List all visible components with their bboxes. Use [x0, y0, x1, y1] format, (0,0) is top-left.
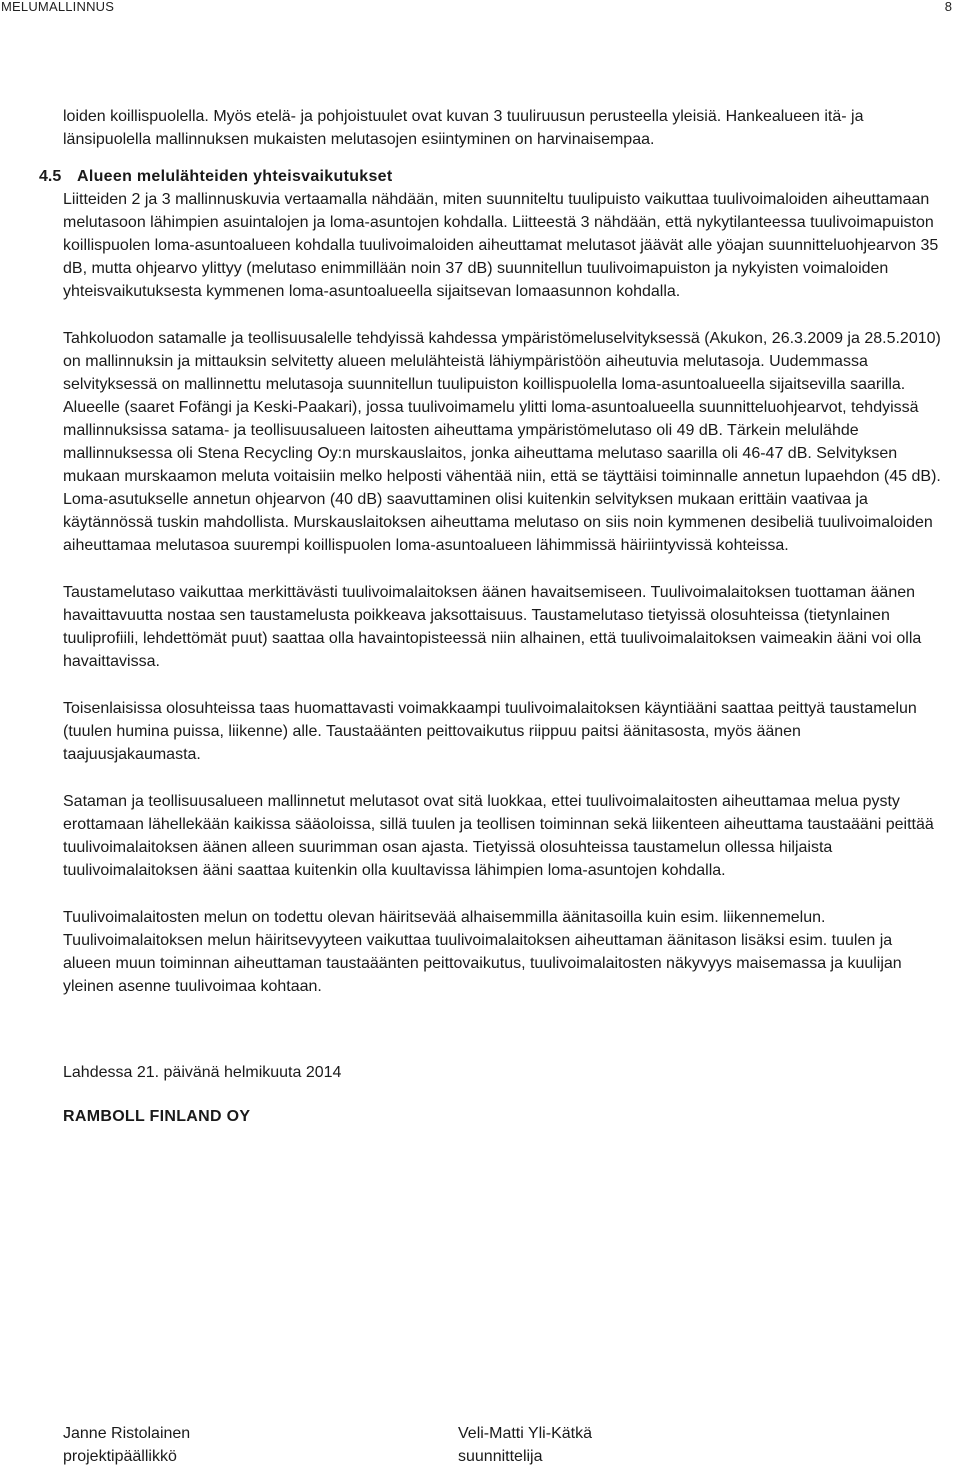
intro-paragraph: loiden koillispuolella. Myös etelä- ja pohjoistuulet ovat kuvan 3 tuuliruusun perusteella yleisiä. Hankealueen itä- ja länsipuolella mallinnuksen mukaisten melutasojen esiintyminen on harvinaisempaa. — [63, 108, 864, 148]
body-paragraph: Toisenlaisissa olosuhteissa taas huomattavasti voimakkaampi tuulivoimalaitoksen käyntiääni saattaa peittyä taustamelun (tuulen humina puissa, liikenne) alle. Taustaäänten peittovaikutus riippuu paitsi äänitasosta, myös äänen taajuusjakaumasta. — [63, 700, 917, 763]
section-heading — [39, 165, 943, 188]
closing-date: Lahdessa 21. päivänä helmikuuta 2014 — [63, 1064, 342, 1081]
body-paragraph: Tahkoluodon satamalle ja teollisuusalelle tehdyissä kahdessa ympäristömeluselvityksessä (Akukon, 26.3.2009 ja 28.5.2010) on mallinnuksin ja mittauksin selvitetty alueen melulähteistä lähiympäristöön aiheutuvia melutasoja. Uudemmassa selvityksessä on mallinnettu melutasoja suunnitellun tuulipuiston koillispuolella loma-asuntoalueella sijaitsevilla saarilla. Alueelle (saaret Fofängi ja Keski-Paakari), jossa tuulivoimamelu ylitti loma-asuntoalueella suunnitteluohjearvot, tehdyissä mallinnuksissa satama- ja teollisuusalueen laitosten aiheuttama ympäristömelutaso oli 49 dB. Tärkein melulähde mallinnuksessa oli Stena Recycling Oy:n murskauslaitos, jonka aiheuttama melutaso saarilla oli 46-47 dB. Selvityksen mukaan murskaamon meluta voitaisiin melko helposti vähentää niin, että se täyttäisi toiminnalle annetun lupaehdon (45 dB). Loma-asutukselle annetun ohjearvon (40 dB) saavuttaminen olisi kuitenkin selvityksen mukaan erittäin vaativaa ja käytännössä tuskin mahdollista. Murskauslaitoksen aiheuttama melutaso on siis noin kymmenen desibeliä tuulivoimaloiden aiheuttamaa melutasoa suurempi koillispuolen loma-asuntoalueen lähimmissä häiriintyvissä kohteissa. — [63, 330, 941, 554]
section-number: 4.5 — [39, 168, 62, 185]
company-name: RAMBOLL FINLAND OY — [63, 1108, 251, 1125]
body-paragraph: Tuulivoimalaitosten melun on todettu olevan häiritsevää alhaisemmilla äänitasoilla kuin esim. liikennemelun. Tuulivoimalaitoksen melun häiritsevyyteen vaikuttaa tuulivoimalaitoksen aiheuttaman äänitason lisäksi esim. tuulen ja alueen muun toiminnan aiheuttaman taustaäänten peittovaikutus, tuulivoimalaitosten näkyvyys maisemassa ja kuulijan yleinen asenne tuulivoimaa kohtaan. — [63, 909, 902, 995]
document-title: MELUMALLINNUS — [1, 0, 115, 14]
page-number: 8 — [944, 0, 952, 14]
page-header — [0, 0, 960, 14]
section-title: Alueen melulähteiden yhteisvaikutukset — [77, 168, 393, 185]
signer-name: Veli-Matti Yli-Kätkä — [458, 1425, 592, 1442]
signer-role: suunnittelija — [458, 1448, 543, 1465]
signature-1 — [63, 1422, 190, 1468]
document-body — [39, 105, 943, 1128]
signer-name: Janne Ristolainen — [63, 1425, 191, 1442]
body-paragraph: Liitteiden 2 ja 3 mallinnuskuvia vertaamalla nähdään, miten suunniteltu tuulipuisto vaikuttaa tuulivoimaloiden aiheuttamaan melutasoon lähimpien asuintalojen ja loma-asuntojen kohdalla. Liitteestä 3 nähdään, että nykytilanteessa tuulivoimapuiston koillispuolen loma-asuntoalueen kohdalla tuulivoimaloiden aiheuttamat melutasot jäävät alle yöajan suunnitteluohjearvon 35 dB, mutta ohjearvo ylittyy (melutaso enimmillään noin 37 dB) suunnitellun tuulivoimapuiston ja nykyisten voimaloiden yhteisvaikutuksesta kymmenen loma-asuntoalueella sijaitsevan lomaasunnon kohdalla. — [63, 191, 939, 300]
signature-2 — [458, 1422, 592, 1468]
body-paragraph: Sataman ja teollisuusalueen mallinnetut melutasot ovat sitä luokkaa, ettei tuulivoimalaitosten aiheuttamaa melua pysty erottamaan lähellekään kaikissa sääoloissa, sillä tuulen ja teollisen toiminnan sekä liikenteen aiheuttama taustaääni peittää tuulivoimalaitoksen äänen alleen suurimman osan ajasta. Tietyissä olosuhteissa taustamelun ollessa hiljaista tuulivoimalaitoksen ääni saattaa kuitenkin olla kuultavissa lähimpien loma-asuntojen kohdalla. — [63, 793, 934, 879]
signer-role: projektipäällikkö — [63, 1448, 177, 1465]
body-paragraph: Taustamelutaso vaikuttaa merkittävästi tuulivoimalaitoksen äänen havaitsemiseen. Tuulivoimalaitoksen tuottaman äänen havaittavuutta nostaa sen taustamelusta poikkeava jaksottaisuus. Taustamelutaso tietyissä olosuhteissa (tietynlainen tuuliprofiili, lehdettömät puut) saattaa olla havaintopisteessä niin alhainen, että tuulivoimalaitoksen vaimeakin ääni voi olla havaittavissa. — [63, 584, 922, 670]
